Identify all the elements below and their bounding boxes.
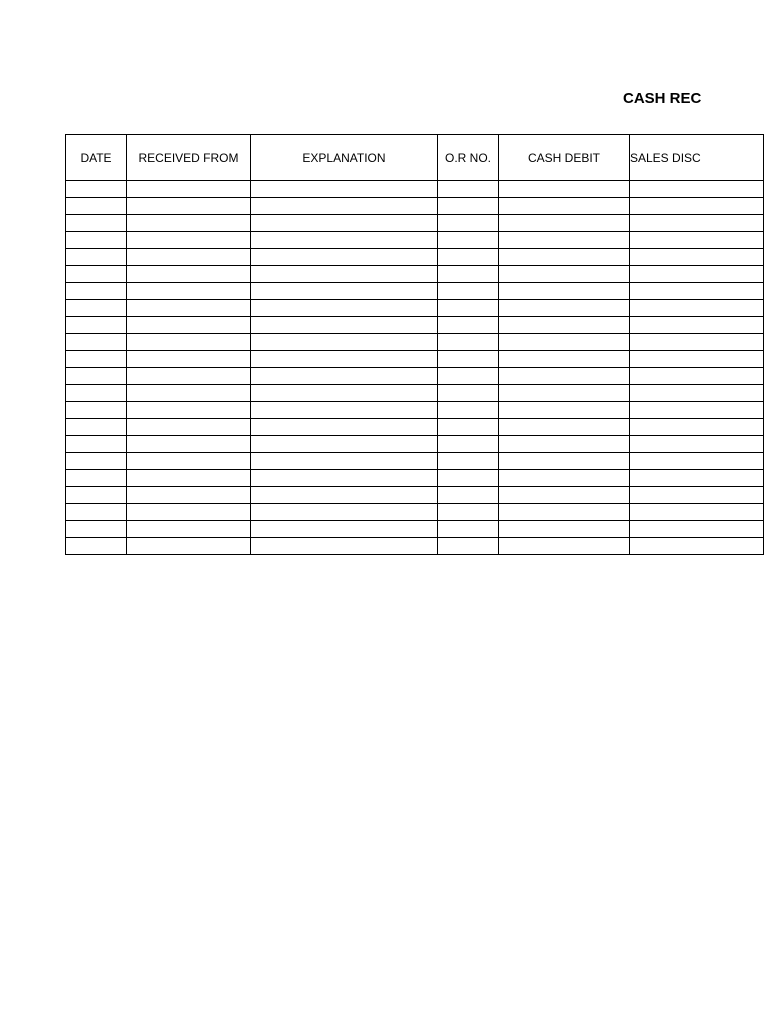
table-cell[interactable] — [66, 470, 127, 487]
table-cell[interactable] — [127, 351, 251, 368]
table-cell[interactable] — [630, 436, 764, 453]
table-row — [66, 283, 764, 300]
table-cell[interactable] — [66, 419, 127, 436]
table-cell[interactable] — [251, 419, 438, 436]
table-cell[interactable] — [127, 402, 251, 419]
table-row — [66, 402, 764, 419]
table-row — [66, 351, 764, 368]
table-cell[interactable] — [251, 249, 438, 266]
table-cell[interactable] — [499, 181, 630, 198]
table-cell[interactable] — [127, 470, 251, 487]
table-cell[interactable] — [127, 504, 251, 521]
table-cell[interactable] — [499, 521, 630, 538]
table-cell[interactable] — [127, 300, 251, 317]
table-cell[interactable] — [630, 198, 764, 215]
table-cell[interactable] — [66, 215, 127, 232]
table-row — [66, 181, 764, 198]
table-cell[interactable] — [630, 385, 764, 402]
table-cell[interactable] — [127, 436, 251, 453]
table-cell[interactable] — [438, 181, 499, 198]
table-row — [66, 504, 764, 521]
table-cell[interactable] — [251, 436, 438, 453]
header-sales-disc: SALES DISC — [630, 135, 764, 181]
header-received-from: RECEIVED FROM — [127, 135, 251, 181]
table-cell[interactable] — [438, 232, 499, 249]
table-cell[interactable] — [251, 368, 438, 385]
table-row — [66, 368, 764, 385]
table-cell[interactable] — [66, 334, 127, 351]
table-cell[interactable] — [66, 402, 127, 419]
table-row — [66, 521, 764, 538]
table-cell[interactable] — [438, 436, 499, 453]
header-row — [66, 135, 764, 181]
table-cell[interactable] — [499, 300, 630, 317]
header-or-no: O.R NO. — [438, 135, 499, 181]
table-row — [66, 453, 764, 470]
table-cell[interactable] — [499, 487, 630, 504]
table-cell[interactable] — [127, 198, 251, 215]
table-cell[interactable] — [438, 283, 499, 300]
table-cell[interactable] — [499, 266, 630, 283]
table-cell[interactable] — [251, 538, 438, 555]
table-cell[interactable] — [630, 538, 764, 555]
table-cell[interactable] — [251, 283, 438, 300]
table-cell[interactable] — [499, 215, 630, 232]
table-cell[interactable] — [127, 334, 251, 351]
table-cell[interactable] — [438, 215, 499, 232]
table-row — [66, 385, 764, 402]
table-cell[interactable] — [438, 317, 499, 334]
table-cell[interactable] — [251, 521, 438, 538]
table-cell[interactable] — [630, 300, 764, 317]
table-cell[interactable] — [251, 504, 438, 521]
table-cell[interactable] — [66, 436, 127, 453]
table-cell[interactable] — [251, 334, 438, 351]
table-cell[interactable] — [630, 402, 764, 419]
table-cell[interactable] — [438, 249, 499, 266]
table-cell[interactable] — [499, 470, 630, 487]
header-cash-debit: CASH DEBIT — [499, 135, 630, 181]
table-cell[interactable] — [499, 249, 630, 266]
table-row — [66, 317, 764, 334]
table-cell[interactable] — [438, 419, 499, 436]
table-cell[interactable] — [251, 215, 438, 232]
table-cell[interactable] — [127, 368, 251, 385]
table-cell[interactable] — [127, 249, 251, 266]
table-cell[interactable] — [438, 368, 499, 385]
table-cell[interactable] — [630, 317, 764, 334]
table-cell[interactable] — [499, 283, 630, 300]
table-cell[interactable] — [251, 453, 438, 470]
table-cell[interactable] — [66, 504, 127, 521]
table-cell[interactable] — [499, 198, 630, 215]
table-cell[interactable] — [499, 385, 630, 402]
table-cell[interactable] — [66, 351, 127, 368]
table-row — [66, 487, 764, 504]
table-cell[interactable] — [630, 283, 764, 300]
table-cell[interactable] — [66, 283, 127, 300]
table-cell[interactable] — [438, 487, 499, 504]
table-cell[interactable] — [66, 300, 127, 317]
table-cell[interactable] — [630, 419, 764, 436]
table-cell[interactable] — [438, 521, 499, 538]
table-cell[interactable] — [499, 453, 630, 470]
table-cell[interactable] — [438, 453, 499, 470]
table-cell[interactable] — [630, 351, 764, 368]
table-cell[interactable] — [251, 317, 438, 334]
table-cell[interactable] — [127, 232, 251, 249]
table-cell[interactable] — [127, 181, 251, 198]
table-cell[interactable] — [127, 283, 251, 300]
table-cell[interactable] — [630, 487, 764, 504]
table-cell[interactable] — [251, 470, 438, 487]
ledger-table-viewport — [65, 134, 701, 566]
table-cell[interactable] — [438, 402, 499, 419]
table-row — [66, 232, 764, 249]
table-cell[interactable] — [630, 453, 764, 470]
table-row — [66, 266, 764, 283]
sheet-title: CASH REC — [623, 90, 702, 107]
table-cell[interactable] — [630, 181, 764, 198]
table-row — [66, 300, 764, 317]
header-date: DATE — [66, 135, 127, 181]
table-cell[interactable] — [630, 521, 764, 538]
table-cell[interactable] — [438, 504, 499, 521]
table-cell[interactable] — [66, 538, 127, 555]
table-cell[interactable] — [438, 385, 499, 402]
table-cell[interactable] — [438, 351, 499, 368]
table-row — [66, 538, 764, 555]
header-explanation: EXPLANATION — [251, 135, 438, 181]
table-cell[interactable] — [630, 334, 764, 351]
table-cell[interactable] — [66, 317, 127, 334]
table-cell[interactable] — [499, 368, 630, 385]
table-row — [66, 470, 764, 487]
ledger-body — [66, 181, 764, 555]
table-cell[interactable] — [630, 368, 764, 385]
table-cell[interactable] — [438, 334, 499, 351]
table-cell[interactable] — [438, 470, 499, 487]
table-cell[interactable] — [127, 453, 251, 470]
table-cell[interactable] — [630, 504, 764, 521]
table-cell[interactable] — [499, 232, 630, 249]
table-cell[interactable] — [499, 334, 630, 351]
table-row — [66, 419, 764, 436]
table-cell[interactable] — [66, 368, 127, 385]
table-cell[interactable] — [66, 487, 127, 504]
table-cell[interactable] — [127, 385, 251, 402]
table-cell[interactable] — [630, 249, 764, 266]
table-cell[interactable] — [499, 351, 630, 368]
table-cell[interactable] — [66, 453, 127, 470]
table-cell[interactable] — [127, 419, 251, 436]
table-cell[interactable] — [127, 521, 251, 538]
table-cell[interactable] — [251, 385, 438, 402]
table-cell[interactable] — [127, 538, 251, 555]
table-cell[interactable] — [438, 538, 499, 555]
table-cell[interactable] — [66, 198, 127, 215]
table-cell[interactable] — [499, 436, 630, 453]
table-cell[interactable] — [630, 215, 764, 232]
table-cell[interactable] — [499, 538, 630, 555]
table-cell[interactable] — [251, 198, 438, 215]
table-cell[interactable] — [66, 266, 127, 283]
table-cell[interactable] — [499, 317, 630, 334]
table-cell[interactable] — [66, 232, 127, 249]
table-row — [66, 215, 764, 232]
table-row — [66, 249, 764, 266]
table-cell[interactable] — [251, 266, 438, 283]
table-cell[interactable] — [251, 487, 438, 504]
table-cell[interactable] — [127, 215, 251, 232]
table-cell[interactable] — [499, 402, 630, 419]
table-cell[interactable] — [438, 266, 499, 283]
table-cell[interactable] — [251, 181, 438, 198]
table-cell[interactable] — [630, 266, 764, 283]
table-row — [66, 198, 764, 215]
table-cell[interactable] — [630, 470, 764, 487]
table-cell[interactable] — [66, 249, 127, 266]
table-cell[interactable] — [66, 521, 127, 538]
table-cell[interactable] — [630, 232, 764, 249]
table-row — [66, 334, 764, 351]
table-row — [66, 436, 764, 453]
table-cell[interactable] — [127, 317, 251, 334]
table-cell[interactable] — [66, 181, 127, 198]
table-cell[interactable] — [499, 504, 630, 521]
table-cell[interactable] — [438, 300, 499, 317]
table-cell[interactable] — [251, 351, 438, 368]
table-cell[interactable] — [251, 402, 438, 419]
table-cell[interactable] — [127, 266, 251, 283]
table-cell[interactable] — [127, 487, 251, 504]
table-cell[interactable] — [499, 419, 630, 436]
table-cell[interactable] — [251, 300, 438, 317]
table-cell[interactable] — [438, 198, 499, 215]
table-cell[interactable] — [66, 385, 127, 402]
table-cell[interactable] — [251, 232, 438, 249]
cash-receipts-table — [65, 134, 764, 555]
